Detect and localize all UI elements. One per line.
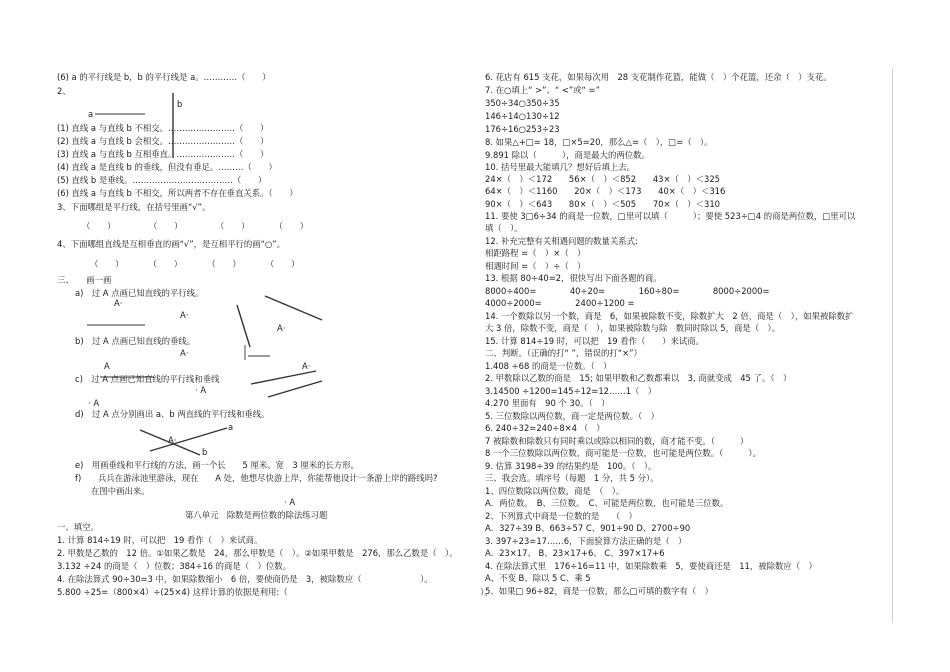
question-text: 4、下面哪组直线是互相垂直的画“√”，是互相平行的画“○”。: [57, 239, 285, 249]
point-label: A·: [180, 348, 189, 358]
question-text: c) 过 A 点画已知直线的平行线和垂线: [75, 374, 220, 384]
question-text: 5. 三位数除以两位数，商一定是两位数。（ ）: [485, 411, 659, 421]
question-text: 14. 一个数除以另一个数，商是 6，如果被除数不变，除数扩大 2 倍，商是（ ），如果被除数扩: [485, 311, 854, 321]
question-text: 9.891 除以（ ），商是最大的两位数。: [485, 150, 650, 160]
line-label-b: b: [177, 99, 183, 109]
question-text: 相遇时间 =（ ）÷（ ）: [485, 261, 586, 271]
given-line: [251, 371, 316, 384]
question-text: (4) 直线 a 是直线 b 的垂线，但没有垂足。………（ ）: [57, 162, 277, 172]
question-text: 13. 根据 80÷40=2，很快写出下面各题的商。: [485, 273, 662, 283]
question-text: 176÷16○253÷23: [485, 124, 560, 134]
question-text: 填（ ）。: [485, 223, 523, 233]
question-text: 1、四位数除以两位数，商是 （ ）。: [485, 486, 625, 496]
given-line: [268, 381, 322, 397]
question-text: A．327÷39 B、663÷57 C、901÷90 D、2700÷90: [485, 523, 691, 533]
question-text: 4. 在除法算式 90÷30=3 中，如果除数缩小 6 倍，要使商仍是 3，被除数应（ ）。: [57, 574, 433, 584]
question-text: 2. 甲数是乙数的 12 倍。①如果乙数是 24，那么甲数是（ ）。②如果甲数是 276，那么乙数是（ ）。: [57, 548, 458, 558]
point-label: · A: [88, 398, 100, 408]
line-label-b: b: [202, 447, 208, 457]
question-text: 7. 在○填上“ >”、“ <”或“ =”: [485, 85, 600, 95]
question-text: A、不变 B、除以 5 C、乘 5: [485, 573, 591, 583]
question-text: 8. 如果△+□= 18，□×5=20，那么△=（ ），□=（ ）。: [485, 137, 713, 147]
question-text: 大 3 倍，除数不变，商是（ ），如果被除数与除 数同时除以 5，商是（ ）。: [485, 323, 781, 333]
question-text: a) 过 A 点画已知直线的平行线。: [75, 288, 204, 298]
section-number: 2、: [57, 86, 71, 96]
question-text: (6) 直线 a 与直线 b 不相交，所以两者不存在垂直关系。（ ）: [57, 188, 298, 198]
point-label: A: [104, 361, 110, 371]
answer-brackets: （ ） （ ） （ ） （ ）: [90, 259, 300, 269]
question-text: 10. 括号里最大能填几？想好后填上去。: [485, 162, 635, 172]
question-text: 6. 花店有 615 支花，如果每次用 28 支花制作花篮，能做（ ）个花篮，还余（ ）支花。: [485, 72, 832, 82]
question-text: f) 兵兵在游泳池里游泳，现在 A 处，他想尽快游上岸，你能帮他设计一条游上岸的路线吗?: [75, 473, 438, 483]
question-text: 相距路程 =（ ）×（ ）: [485, 248, 586, 258]
question-text: 1.408 ÷68 的商是一位数。（ ）: [485, 361, 612, 371]
question-text: (1) 直线 a 与直线 b 不相交。……………………（ ）: [57, 123, 269, 133]
question-text: (2) 直线 a 与直线 b 会相交。……………………（ ）: [57, 136, 269, 146]
section-heading: 一、填空。: [57, 522, 99, 532]
question-text: e) 用画垂线和平行线的方法，画一个长 5 厘米、宽 3 厘米的长方形。: [75, 460, 360, 470]
question-text: 在图中画出来。: [91, 486, 150, 496]
question-text: d) 过 A 点分别画出 a、b 两直线的平行线和垂线。: [75, 409, 270, 419]
question-text: 3、下面哪组是平行线，在括号里画“√”。: [57, 202, 211, 212]
question-text: 3.14500 ÷1200=145÷12=12……1（ ）: [485, 386, 657, 396]
point-label: A·: [277, 323, 286, 333]
line-label-a: a: [228, 422, 234, 432]
question-text: 5.800 ÷25=（800×4）÷(25×4) 这样计算的依据是利用:（ ）。: [57, 587, 493, 597]
point-label: A·: [302, 361, 311, 371]
section-heading: 三、我会选。填序号（每题 1 分，共 5 分）。: [485, 473, 659, 483]
question-text: (6) a 的平行线是 b，b 的平行线是 a。…………（ ）: [57, 72, 271, 82]
question-text: 15. 计算 814÷19 时，可以把 19 看作（ ）来试商。: [485, 336, 705, 346]
point-label: · A: [284, 497, 296, 507]
question-text: 12. 补充完整有关相遇问题的数量关系式:: [485, 236, 638, 246]
question-text: 146÷14○130÷12: [485, 111, 560, 121]
line-label-a: a: [88, 109, 94, 119]
question-text: 1. 计算 814÷19 时，可以把 19 看作（ ）来试商。: [57, 535, 263, 545]
question-text: 2. 甲数除以乙数的商是 15; 如果甲数和乙数都乘以 3, 商就变成 45 了。（ ）: [485, 373, 792, 383]
question-text: A．23×17、 B、23×17+6、 C、397×17+6: [485, 548, 665, 558]
column-divider: [892, 68, 893, 623]
point-label: A·: [180, 310, 189, 320]
question-text: 6. 240÷32=240÷8×4 （ ）: [485, 423, 605, 433]
point-label: A·: [168, 435, 177, 445]
section-heading: 三、 画一画: [57, 275, 112, 285]
question-text: 2、下列算式中商是一位数的是 （ ）: [485, 511, 637, 521]
answer-brackets: （ ） （ ） （ ） （ ）: [82, 221, 309, 231]
question-text: 4.270 里面有 90 个 30。（ ）: [485, 398, 610, 408]
question-text: 350÷34○350÷35: [485, 98, 560, 108]
question-text: 5、如果□ 96÷82，商是一位数，那么□可填的数字有（ ）: [485, 586, 714, 596]
line-b: [140, 430, 200, 455]
point-label: A·: [114, 298, 123, 308]
given-line: [237, 305, 250, 347]
question-text: 3. 397÷23=17……6，下面验算方法正确的是（ ）: [485, 536, 687, 546]
question-text: 4000÷2000= 2400÷1200 =: [485, 298, 635, 308]
question-text: 4. 在除法算式里 176÷16=11 中，如果除数乘 5，要使商还是 11，被除数应（ ）: [485, 561, 817, 571]
question-text: 3.132 ÷24 的商是（ ）位数；384÷16 的商是（ ）位数。: [57, 561, 292, 571]
question-text: 90×（ ）＜643 80×（ ）＜505 70×（ ）＜310: [485, 199, 720, 209]
given-line: [265, 296, 322, 320]
section-heading: 二、判断。（正确的打“ ”，错误的打“×”）: [485, 348, 642, 358]
question-text: 8000÷400= 40÷20= 160÷80= 8000÷2000=: [485, 286, 770, 296]
question-text: 7 被除数和除数只有同时乘以或除以相同的数，商才能不变。（ ）: [485, 436, 749, 446]
question-text: (5) 直线 b 是垂线。………………………………（ ）: [57, 175, 267, 185]
question-text: 11. 要使 3□6÷34 的商是一位数，□里可以填（ ）；要使 523÷□4 的商是两位数，□里可以: [485, 211, 856, 221]
question-text: b) 过 A 点画已知直线的垂线。: [75, 336, 196, 346]
unit-title: 第八单元 除数是两位数的除法练习题: [185, 510, 328, 520]
question-text: 8 一个三位数除以两位数，商可能是一位数，也可能是两位数。（ ）。: [485, 448, 761, 458]
question-text: 24×（ ）＜172 56×（ ）＜852 43×（ ）＜325: [485, 174, 720, 184]
question-text: 9. 估算 3198÷39 的结果约是 100。（ ）。: [485, 461, 657, 471]
question-text: (3) 直线 a 与直线 b 互相垂直。…………………（ ）: [57, 149, 269, 159]
question-text: 64×（ ）＜1160 20×（ ）＜173 40×（ ）＜316: [485, 186, 726, 196]
point-label: · A: [195, 385, 207, 395]
question-text: A．两位数。 B、三位数。 C、可能是两位数，也可能是三位数。: [485, 498, 729, 508]
